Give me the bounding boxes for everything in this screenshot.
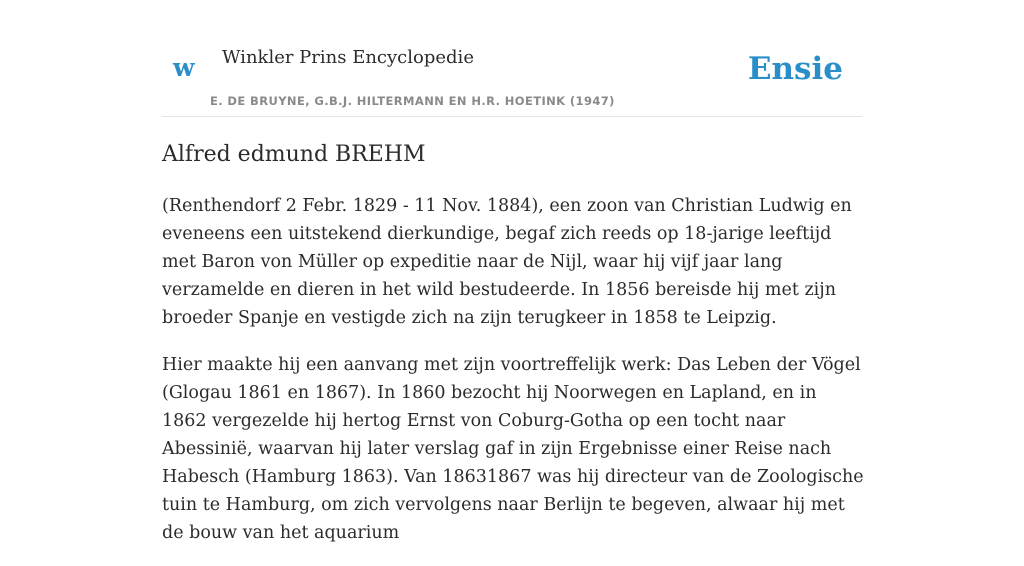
winkler-prins-logo[interactable]: w <box>173 53 195 82</box>
encyclopedia-title[interactable]: Winkler Prins Encyclopedie <box>222 47 474 68</box>
encyclopedia-authors: E. DE BRUYNE, G.B.J. HILTERMANN EN H.R. HOETINK (1947) <box>210 94 615 108</box>
article-paragraph: Hier maakte hij een aanvang met zijn voortreffelijk werk: Das Leben der Vögel (Glogau 1861 en 1867). In 1860 bezocht hij Noorwegen en Lapland, en in 1862 vergezelde hij hertog Ernst von Coburg-Gotha op een tocht naar Abessinië, waarvan hij later verslag gaf in zijn Ergebnisse einer Reise nach Habesch (Hamburg 1863). Van 18631867 was hij directeur van de Zoologische tuin te Hamburg, om zich vervolgens naar Berlijn te begeven, alwaar hij met de bouw van het aquarium <box>162 355 864 543</box>
article-body <box>162 192 864 566</box>
encyclopedia-header <box>162 30 862 117</box>
article-title: Alfred edmund BREHM <box>162 142 426 167</box>
ensie-logo[interactable]: Ensie <box>747 51 843 87</box>
article-paragraph: (Renthendorf 2 Febr. 1829 - 11 Nov. 1884), een zoon van Christian Ludwig en eveneens een uitstekend dierkundige, begaf zich reeds op 18-jarige leeftijd met Baron von Müller op expeditie naar de Nijl, waar hij vijf jaar lang verzamelde en dieren in het wild bestudeerde. In 1856 bereisde hij met zijn broeder Spanje en vestigde zich na zijn terugkeer in 1858 te Leipzig. <box>162 196 852 328</box>
